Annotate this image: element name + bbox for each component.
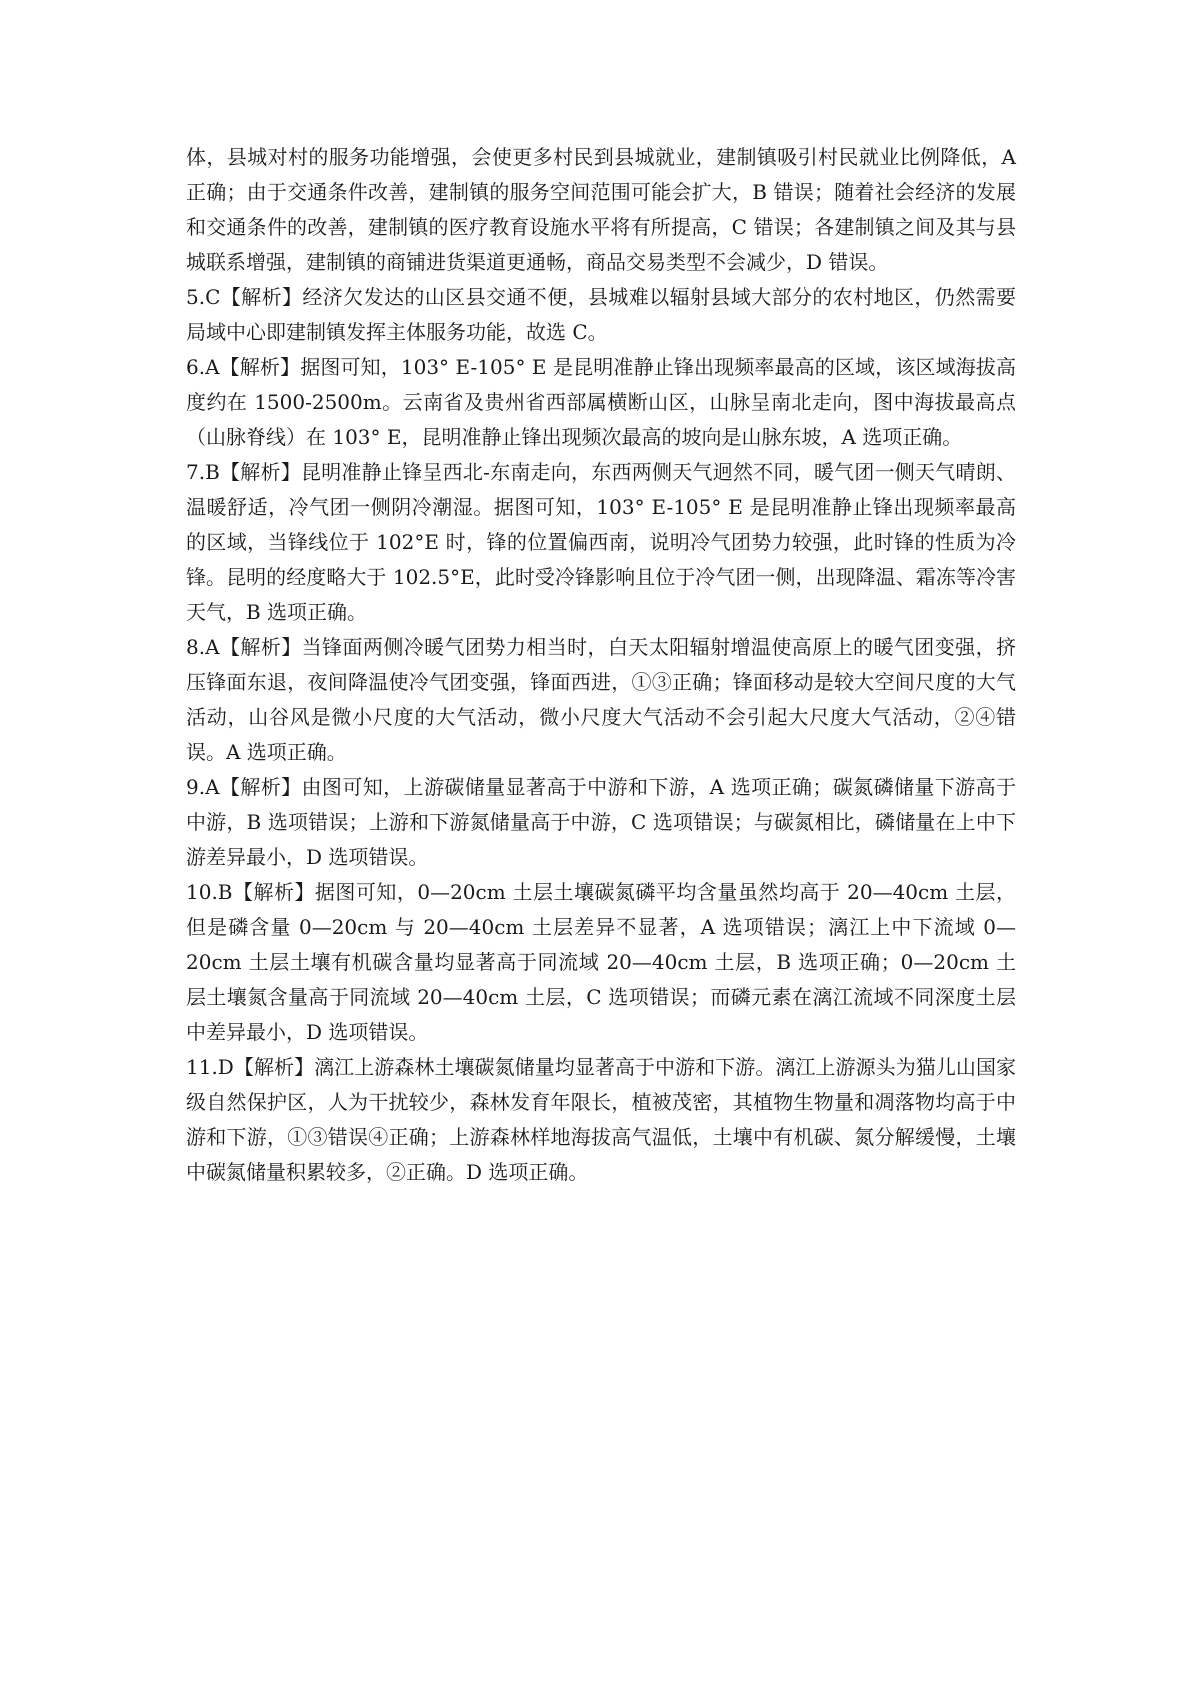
answer-10: 10.B【解析】据图可知，0—20cm 土层土壤碳氮磷平均含量虽然均高于 20—40cm 土层，但是磷含量 0—20cm 与 20—40cm 土层差异不显著，A 选项错误；漓江上中下流域 0—20cm 土层土壤有机碳含量均显著高于同流域 20—40cm 土层，B 选项正确；0—20cm 土层土壤氮含量高于同流域 20—40cm 土层，C 选项错误；而磷元素在漓江流域不同深度土层中差异最小，D 选项错误。 — [186, 880, 1016, 1044]
answer-11: 11.D【解析】漓江上游森林土壤碳氮储量均显著高于中游和下游。漓江上游源头为猫儿山国家级自然保护区，人为干扰较少，森林发育年限长，植被茂密，其植物生物量和凋落物均高于中游和下游，①③错误④正确；上游森林样地海拔高气温低，土壤中有机碳、氮分解缓慢，土壤中碳氮储量积累较多，②正确。D 选项正确。 — [186, 1055, 1016, 1184]
answer-6: 6.A【解析】据图可知，103° E-105° E 是昆明准静止锋出现频率最高的区域，该区域海拔高度约在 1500-2500m。云南省及贵州省西部属横断山区，山脉呈南北走向，图中海拔最高点（山脉脊线）在 103° E，昆明准静止锋出现频次最高的坡向是山脉东坡，A 选项正确。 — [186, 355, 1016, 449]
answer-8: 8.A【解析】当锋面两侧冷暖气团势力相当时，白天太阳辐射增温使高原上的暖气团变强，挤压锋面东退，夜间降温使冷气团变强，锋面西进，①③正确；锋面移动是较大空间尺度的大气活动，山谷风是微小尺度的大气活动，微小尺度大气活动不会引起大尺度大气活动，②④错误。A 选项正确。 — [186, 635, 1016, 764]
answer-7: 7.B【解析】昆明准静止锋呈西北-东南走向，东西两侧天气迥然不同，暖气团一侧天气晴朗、温暖舒适，冷气团一侧阴冷潮湿。据图可知，103° E-105° E 是昆明准静止锋出现频率最高的区域，当锋线位于 102°E 时，锋的位置偏西南，说明冷气团势力较强，此时锋的性质为冷锋。昆明的经度略大于 102.5°E，此时受冷锋影响且位于冷气团一侧，出现降温、霜冻等冷害天气，B 选项正确。 — [186, 460, 1016, 624]
paragraph-continuation-4: 体，县城对村的服务功能增强，会使更多村民到县城就业，建制镇吸引村民就业比例降低，A 正确；由于交通条件改善，建制镇的服务空间范围可能会扩大，B 错误；随着社会经济的发展和交通条件的改善，建制镇的医疗教育设施水平将有所提高，C 错误；各建制镇之间及其与县城联系增强，建制镇的商铺进货渠道更通畅，商品交易类型不会减少，D 错误。 — [186, 145, 1016, 274]
answer-5: 5.C【解析】经济欠发达的山区县交通不便，县城难以辐射县域大部分的农村地区，仍然需要局域中心即建制镇发挥主体服务功能，故选 C。 — [186, 285, 1016, 344]
answer-9: 9.A【解析】由图可知，上游碳储量显著高于中游和下游，A 选项正确；碳氮磷储量下游高于中游，B 选项错误；上游和下游氮储量高于中游，C 选项错误；与碳氮相比，磷储量在上中下游差异最小，D 选项错误。 — [186, 775, 1016, 869]
answer-explanations — [186, 140, 1016, 1190]
